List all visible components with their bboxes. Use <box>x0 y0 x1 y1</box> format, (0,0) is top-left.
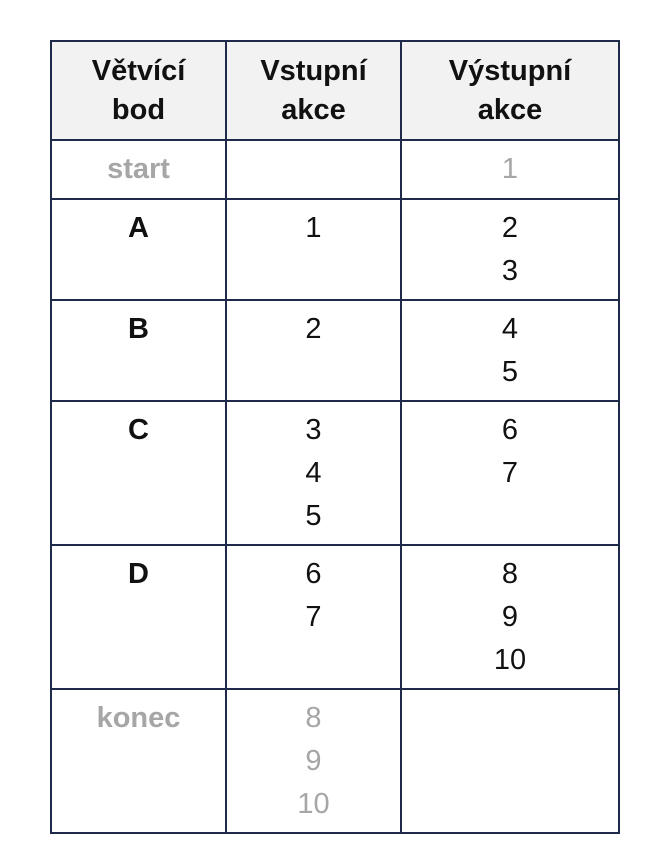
output-actions-cell <box>401 689 619 833</box>
input-actions-cell <box>226 545 401 689</box>
header-input-actions <box>226 41 401 140</box>
header-branch-point-line1: Větvící <box>91 54 186 87</box>
output-action-value: 3 <box>501 255 519 287</box>
output-action-value: 8 <box>501 558 519 590</box>
header-input-actions-line1: Vstupní <box>260 54 367 87</box>
table-row <box>51 199 619 300</box>
header-output-actions-line2: akce <box>477 93 543 126</box>
input-actions-cell <box>226 401 401 545</box>
header-row <box>51 41 619 140</box>
output-actions-cell <box>401 401 619 545</box>
input-action-value: 7 <box>305 601 322 633</box>
output-action-value: 1 <box>501 153 519 185</box>
input-action-value: 4 <box>305 457 322 489</box>
branch-point-table <box>50 40 620 834</box>
output-action-value: 4 <box>501 313 519 345</box>
output-action-value: 2 <box>501 212 519 244</box>
output-action-value: 10 <box>493 644 527 676</box>
branch-point-label: D <box>128 558 149 590</box>
input-actions-cell <box>226 300 401 401</box>
input-action-value: 2 <box>305 313 322 345</box>
branch-point-label: B <box>128 313 149 345</box>
input-action-value: 3 <box>305 414 322 446</box>
table-row <box>51 401 619 545</box>
branch-point-label: C <box>128 414 149 446</box>
branch-point-cell <box>51 300 226 401</box>
table-row <box>51 140 619 199</box>
branch-point-label: A <box>128 212 149 244</box>
branch-point-cell <box>51 199 226 300</box>
output-action-value: 9 <box>501 601 519 633</box>
output-action-value: 5 <box>501 356 519 388</box>
output-actions-cell <box>401 300 619 401</box>
table-body <box>51 140 619 833</box>
table-row <box>51 545 619 689</box>
input-action-value: 5 <box>305 500 322 532</box>
input-actions-cell <box>226 199 401 300</box>
input-actions-cell <box>226 140 401 199</box>
branch-point-label: start <box>107 153 170 185</box>
input-actions-cell <box>226 689 401 833</box>
header-input-actions-line2: akce <box>281 93 346 126</box>
branch-point-cell <box>51 140 226 199</box>
branch-point-label: konec <box>96 702 181 734</box>
branch-point-cell <box>51 401 226 545</box>
table-row <box>51 689 619 833</box>
header-output-actions-line1: Výstupní <box>448 54 572 87</box>
input-action-value: 6 <box>305 558 322 590</box>
output-action-value: 6 <box>501 414 519 446</box>
output-actions-cell <box>401 140 619 199</box>
output-action-value: 7 <box>501 457 519 489</box>
output-actions-cell <box>401 199 619 300</box>
header-output-actions <box>401 41 619 140</box>
branch-point-cell <box>51 689 226 833</box>
input-action-value: 10 <box>297 788 330 820</box>
header-branch-point-line2: bod <box>111 93 166 126</box>
branch-point-cell <box>51 545 226 689</box>
input-action-value: 9 <box>305 745 322 777</box>
header-branch-point <box>51 41 226 140</box>
table-row <box>51 300 619 401</box>
output-actions-cell <box>401 545 619 689</box>
input-action-value: 1 <box>305 212 322 244</box>
input-action-value: 8 <box>305 702 322 734</box>
